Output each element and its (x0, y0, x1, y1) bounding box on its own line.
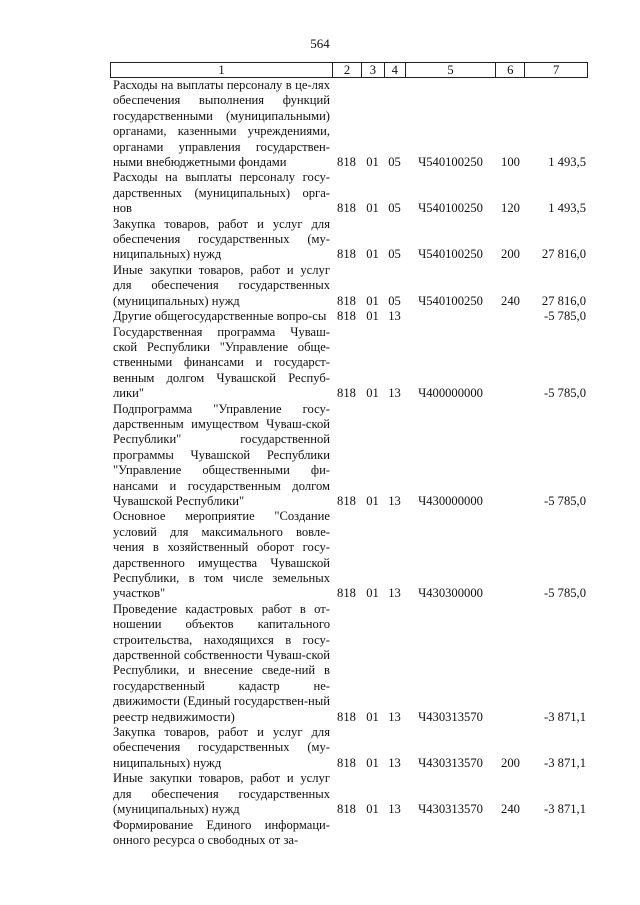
row-cell-4: 05 (388, 293, 401, 308)
row-cell-3: 01 (366, 386, 379, 401)
table-body (110, 78, 588, 848)
row-cell-7: 27 816,0 (541, 293, 586, 308)
row-cell-3: 01 (366, 493, 379, 508)
row-cell-4: 13 (388, 802, 401, 817)
row-cell-3: 01 (366, 309, 379, 324)
row-cell-5: Ч540100250 (418, 293, 483, 308)
row-cell-5: Ч430313570 (418, 802, 483, 817)
row-cell-5: Ч430300000 (418, 586, 483, 601)
row-cell-2: 818 (337, 493, 356, 508)
row-cell-5: Ч540100250 (418, 247, 483, 262)
table-row (110, 325, 588, 402)
row-cell-5: Ч540100250 (418, 155, 483, 170)
row-cell-3: 01 (366, 201, 379, 216)
row-cell-2: 818 (337, 386, 356, 401)
row-cell-6: 240 (501, 293, 520, 308)
row-cell-4: 13 (388, 493, 401, 508)
row-cell-6: 120 (501, 201, 520, 216)
row-cell-5: Ч430313570 (418, 709, 483, 724)
row-cell-7: 27 816,0 (541, 247, 586, 262)
row-cell-4: 13 (388, 386, 401, 401)
row-cell-2: 818 (337, 293, 356, 308)
row-description: Закупка товаров, работ и услуг для обеспечения государственных (му-ниципальных) нужд (113, 725, 330, 770)
row-cell-7: -5 785,0 (544, 386, 586, 401)
table-row (110, 818, 588, 849)
row-cell-2: 818 (337, 247, 356, 262)
row-cell-7: -3 871,1 (544, 709, 586, 724)
table-row (110, 402, 588, 510)
row-description: Другие общегосударственные вопро-сы (113, 309, 327, 324)
row-description: Проведение кадастровых работ в от-ношении объектов капитального строительства, находящихся в госу-дарственной собственности Чуваш-ской Республики, и внесение сведе-ний в государственный кадастр не-движимости (Единый государствен-ный реестр недвижимости) (113, 601, 330, 724)
row-cell-7: -5 785,0 (544, 586, 586, 601)
row-cell-4: 05 (388, 201, 401, 216)
row-cell-6: 200 (501, 755, 520, 770)
row-cell-3: 01 (366, 247, 379, 262)
row-description: Основное мероприятие "Создание условий для максимального вовле-чения в хозяйственный оборот госу-дарственного имущества Чувашской Республики, в том числе земельных участков" (113, 509, 330, 601)
header-col-2: 2 (332, 63, 361, 77)
row-description: Государственная программа Чуваш-ской Республики "Управление обще-ственными финансами и государст-венным долгом Чувашской Респуб-лики" (113, 324, 330, 401)
row-cell-3: 01 (366, 709, 379, 724)
row-cell-5: Ч540100250 (418, 201, 483, 216)
row-cell-3: 01 (366, 155, 379, 170)
row-cell-7: -5 785,0 (544, 493, 586, 508)
row-cell-4: 05 (388, 155, 401, 170)
header-col-5: 5 (405, 63, 496, 77)
row-cell-3: 01 (366, 293, 379, 308)
page-number: 564 (310, 36, 330, 51)
table-row (110, 263, 588, 309)
row-description: Закупка товаров, работ и услуг для обеспечения государственных (му-ниципальных) нужд (113, 216, 330, 262)
row-description: Расходы на выплаты персоналу госу-дарственных (муниципальных) орга-нов (113, 170, 330, 216)
row-cell-3: 01 (366, 755, 379, 770)
row-cell-6: 200 (501, 247, 520, 262)
table-row (110, 602, 588, 725)
row-cell-7: -3 871,1 (544, 755, 586, 770)
row-cell-4: 13 (388, 309, 401, 324)
row-cell-2: 818 (337, 309, 356, 324)
row-cell-2: 818 (337, 586, 356, 601)
row-cell-4: 05 (388, 247, 401, 262)
row-cell-2: 818 (337, 755, 356, 770)
row-cell-2: 818 (337, 155, 356, 170)
table-row (110, 771, 588, 817)
header-col-7: 7 (524, 63, 587, 77)
header-col-6: 6 (495, 63, 524, 77)
row-cell-3: 01 (366, 802, 379, 817)
row-cell-6: 100 (501, 155, 520, 170)
row-cell-2: 818 (337, 802, 356, 817)
row-cell-7: 1 493,5 (548, 155, 586, 170)
row-cell-4: 13 (388, 586, 401, 601)
row-description: Расходы на выплаты персоналу в це-лях обеспечения выполнения функций государственными (муниципальными) органами, казенными учреждениями, органами управления государствен-ными внебюджетными фондами (113, 78, 330, 170)
row-cell-6: 240 (501, 802, 520, 817)
row-cell-4: 13 (388, 709, 401, 724)
row-cell-7: -5 785,0 (544, 309, 586, 324)
row-cell-2: 818 (337, 709, 356, 724)
header-col-3: 3 (361, 63, 384, 77)
table-row (110, 217, 588, 263)
header-col-1: 1 (218, 63, 225, 77)
table-row (110, 78, 588, 170)
table-row (110, 170, 588, 216)
table-row (110, 725, 588, 771)
budget-table (110, 62, 588, 848)
row-cell-4: 13 (388, 755, 401, 770)
row-cell-7: 1 493,5 (548, 201, 586, 216)
row-description: Формирование Единого информаци-онного ресурса о свободных от за- (113, 817, 330, 847)
row-cell-3: 01 (366, 586, 379, 601)
row-cell-7: -3 871,1 (544, 802, 586, 817)
row-description: Иные закупки товаров, работ и услуг для обеспечения государственных (муниципальных) нужд (113, 262, 330, 308)
row-cell-5: Ч430313570 (418, 755, 483, 770)
table-header (110, 62, 588, 78)
header-col-4: 4 (384, 63, 405, 77)
table-row (110, 309, 588, 324)
row-cell-2: 818 (337, 201, 356, 216)
row-description: Подпрограмма "Управление госу-дарственным имуществом Чуваш-ской Республики" государственной программы Чувашской Республики "Управление общественными фи-нансами и государственным долгом Чувашской Республики" (113, 401, 330, 508)
row-cell-5: Ч430000000 (418, 493, 483, 508)
row-cell-5: Ч400000000 (418, 386, 483, 401)
table-row (110, 509, 588, 601)
row-description: Иные закупки товаров, работ и услуг для обеспечения государственных (муниципальных) нужд (113, 771, 330, 817)
